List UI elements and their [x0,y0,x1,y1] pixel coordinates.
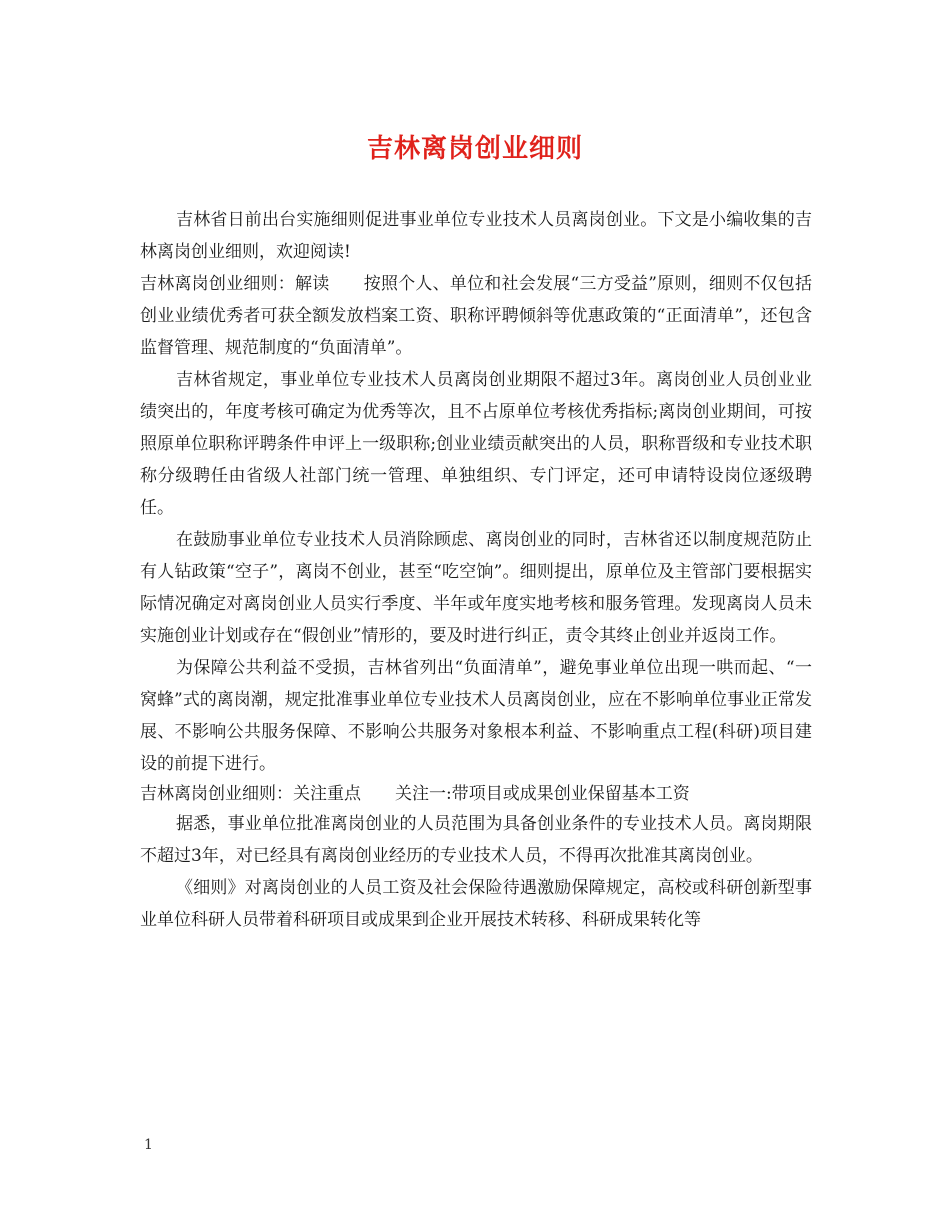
paragraph-interpretation-first-line: 按照个人、单位和社会发展“三方受益”原则，细则 [363,274,744,294]
paragraph-regulations: 《细则》对离岗创业的人员工资及社会保险待遇激励保障规定，高校或科研创新型事业单位科研人员带着科研项目或成果到企业开展技术转移、科研成果转化等 [140,878,812,930]
section-heading-focus: 吉林离岗创业细则：关注重点 [140,784,361,804]
paragraph-supervision: 在鼓励事业单位专业技术人员消除顾虑、离岗创业的同时，吉林省还以制度规范防止有人钻政策“空子”，离岗不创业，甚至“吃空饷”。细则提出，原单位及主管部门要根据实际情况确定对离岗创业人员实行季度、半年或年度实地考核和服务管理。发现离岗人员未实施创业计划或存在“假创业”情形的，要及时进行纠正，责令其终止创业并返岗工作。 [140,530,812,646]
paragraph-section-interpretation [140,268,812,364]
paragraph-scope: 据悉，事业单位批准离岗创业的人员范围为具备创业条件的专业技术人员。离岗期限不超过3年，对已经具有离岗创业经历的专业技术人员，不得再次批准其离岗创业。 [140,814,812,866]
page-number: 1 [144,1137,153,1153]
focus-point-one: 关注一:带项目或成果创业保留基本工资 [395,784,690,804]
paragraph-negative-list: 为保障公共利益不受损，吉林省列出“负面清单”，避免事业单位出现一哄而起、“一窝蜂”式的离岗潮，规定批准事业单位专业技术人员离岗创业，应在不影响单位事业正常发展、不影响公共服务保障、不影响公共服务对象根本利益、不影响重点工程(科研)项目建设的前提下进行。 [140,658,812,774]
section-heading-interpretation: 吉林离岗创业细则：解读 [140,274,330,294]
paragraph-intro: 吉林省日前出台实施细则促进事业单位专业技术人员离岗创业。下文是小编收集的吉林离岗创业细则，欢迎阅读! [140,210,812,262]
paragraph-interpretation-rest: 不仅包括创业业绩优秀者可获全额发放档案工资、职称评聘倾斜等优惠政策的“正面清单”，还包含监督管理、规范制度的“负面清单”。 [140,274,813,358]
paragraph-section-focus [140,780,812,808]
paragraph-term-limit: 吉林省规定，事业单位专业技术人员离岗创业期限不超过3年。离岗创业人员创业业绩突出的，年度考核可确定为优秀等次，且不占原单位考核优秀指标;离岗创业期间，可按照原单位职称评聘条件申评上一级职称;创业业绩贡献突出的人员，职称晋级和专业技术职称分级聘任由省级人社部门统一管理、单独组织、专门评定，还可申请特设岗位逐级聘任。 [140,370,812,518]
document-title: 吉林离岗创业细则 [366,134,583,164]
document-body [140,204,812,936]
